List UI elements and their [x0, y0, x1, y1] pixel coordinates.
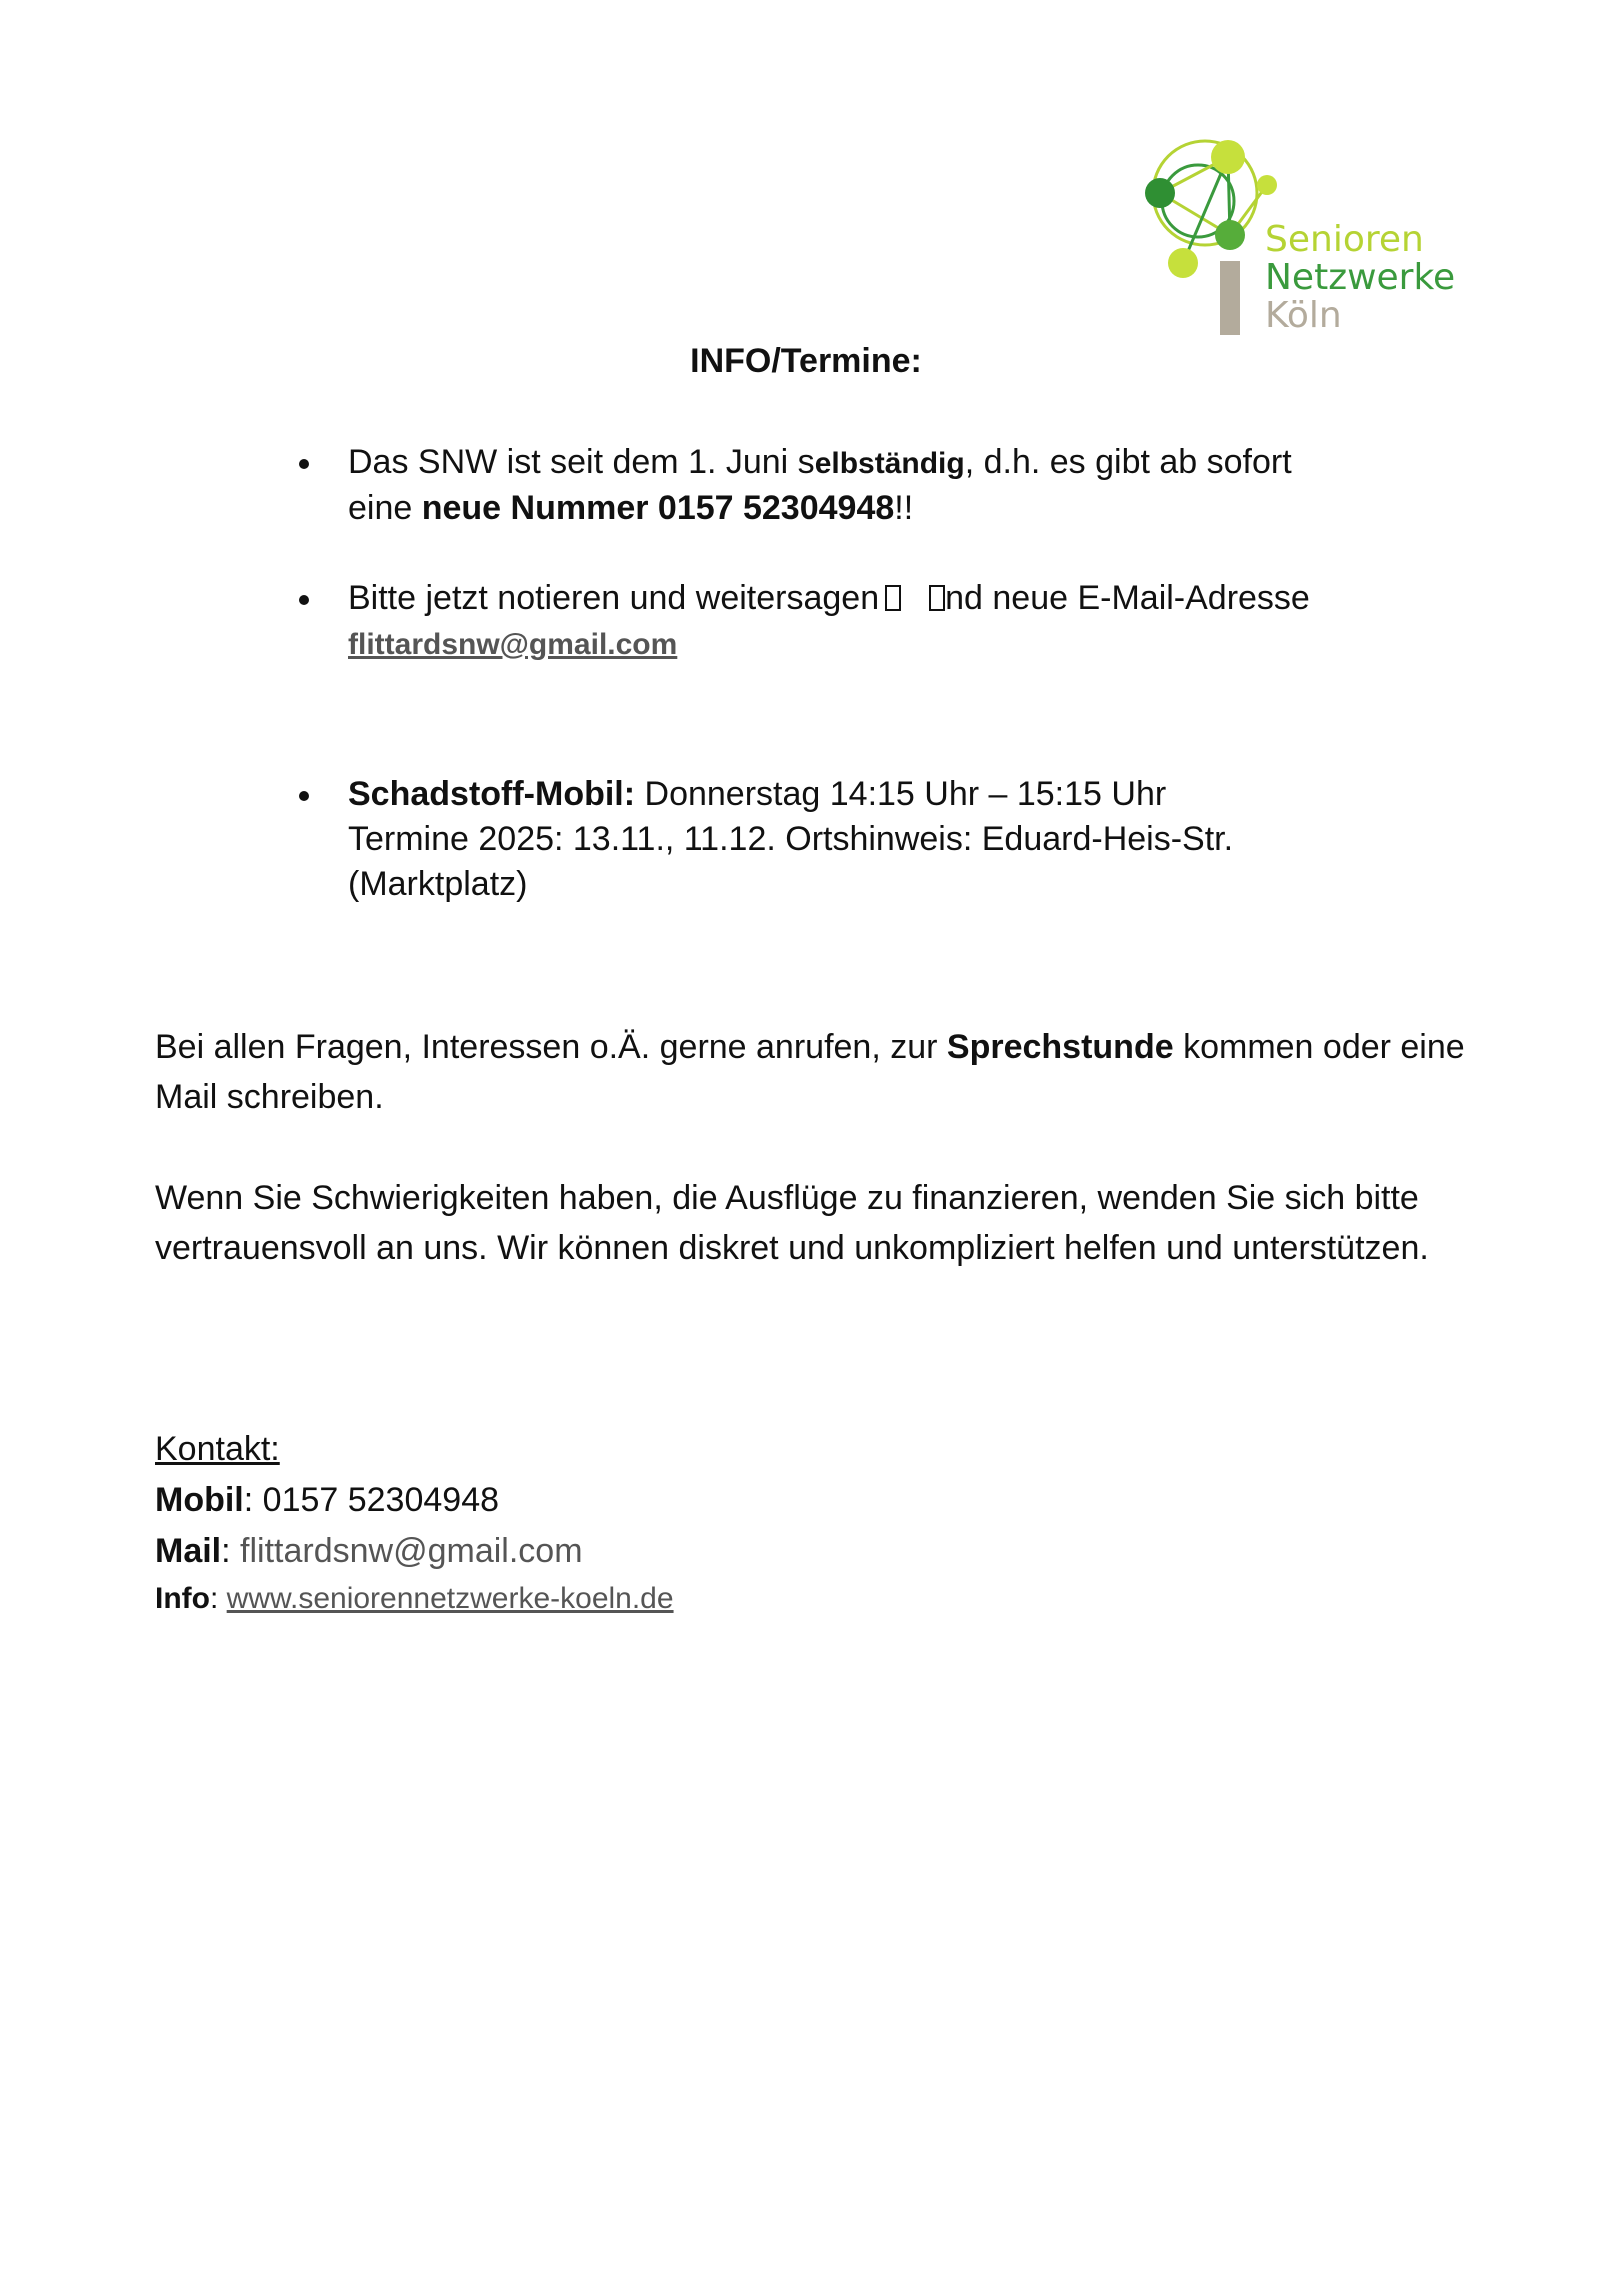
item2-line1 — [348, 576, 1460, 621]
mail-label: Mail — [155, 1532, 222, 1570]
logo-bar — [1220, 261, 1240, 335]
item2-text-a: Bitte jetzt notieren und weitersagen — [348, 579, 880, 617]
logo-node-right — [1257, 175, 1277, 195]
item1-text-d: eine — [348, 489, 422, 527]
contact-heading: Kontakt: — [155, 1430, 280, 1468]
item2-text-b: nd neue E-Mail-Adresse — [945, 579, 1310, 617]
contact-mail-row — [155, 1526, 674, 1577]
item1-text-a: Das SNW ist seit dem 1. Juni s — [348, 443, 815, 481]
info-label: Info — [155, 1582, 210, 1615]
item1-text-f: !! — [894, 489, 914, 527]
bullet-icon — [299, 595, 309, 605]
item1-text-c: , d.h. es gibt ab sofort — [964, 443, 1292, 481]
logo-node-dark — [1145, 178, 1175, 208]
logo-node-mid — [1215, 220, 1245, 250]
paragraph-questions — [155, 1022, 1475, 1122]
mobil-label: Mobil — [155, 1481, 244, 1519]
contact-block — [155, 1424, 674, 1621]
senioren-netzwerke-logo — [1140, 135, 1460, 350]
logo-text-netzwerke: Netzwerke — [1265, 257, 1456, 298]
info-list — [290, 440, 1460, 907]
sprechstunde-text: Sprechstunde — [946, 1028, 1174, 1066]
logo-node-low — [1168, 248, 1198, 278]
para1-text-a: Bei allen Fragen, Interessen o.Ä. gerne anrufen, zur — [155, 1028, 947, 1066]
para1-text-b: kommen oder eine Mail schreiben. — [155, 1028, 1465, 1116]
mail-value: flittardsnw@gmail.com — [240, 1532, 583, 1570]
missing-glyph-icon — [885, 585, 901, 611]
logo-node-top — [1211, 140, 1245, 174]
contact-info-row — [155, 1577, 674, 1621]
page-title: INFO/Termine: — [690, 342, 922, 380]
info-separator: : — [209, 1582, 227, 1615]
paragraph-support: Wenn Sie Schwierigkeiten haben, die Ausflüge zu finanzieren, wenden Sie sich bitte vertrauensvoll an uns. Wir können diskret und unkompliziert helfen und unterstützen. — [155, 1179, 1429, 1267]
website-link[interactable]: www.seniorennetzwerke-koeln.de — [226, 1582, 674, 1615]
list-item-schadstoff-mobil — [290, 772, 1460, 907]
contact-mobil-row — [155, 1475, 674, 1526]
schadstoff-place: (Marktplatz) — [348, 865, 528, 903]
logo-text-koeln: Köln — [1265, 295, 1342, 336]
email-link[interactable]: flittardsnw@gmail.com — [348, 628, 678, 661]
new-number: neue Nummer 0157 52304948 — [421, 489, 895, 527]
list-item-new-number — [290, 440, 1460, 531]
schadstoff-dates: Termine 2025: 13.11., 11.12. Ortshinweis: Eduard-Heis-Str. — [348, 820, 1234, 858]
missing-glyph-icon — [929, 585, 945, 611]
list-item-new-email — [290, 576, 1460, 667]
bullet-icon — [299, 459, 309, 469]
item1-text-bold: elbständig — [814, 447, 965, 480]
mail-separator: : — [221, 1532, 241, 1570]
mobil-value: : 0157 52304948 — [243, 1481, 500, 1519]
schadstoff-label: Schadstoff-Mobil: — [348, 775, 636, 813]
item1-line1 — [348, 440, 1460, 486]
schadstoff-time: Donnerstag 14:15 Uhr – 15:15 Uhr — [635, 775, 1167, 813]
item1-line2 — [348, 486, 1460, 531]
item3-line1 — [348, 772, 1460, 817]
bullet-icon — [299, 791, 309, 801]
item2-line2 — [348, 621, 1460, 667]
logo-text-senioren: Senioren — [1265, 219, 1424, 260]
